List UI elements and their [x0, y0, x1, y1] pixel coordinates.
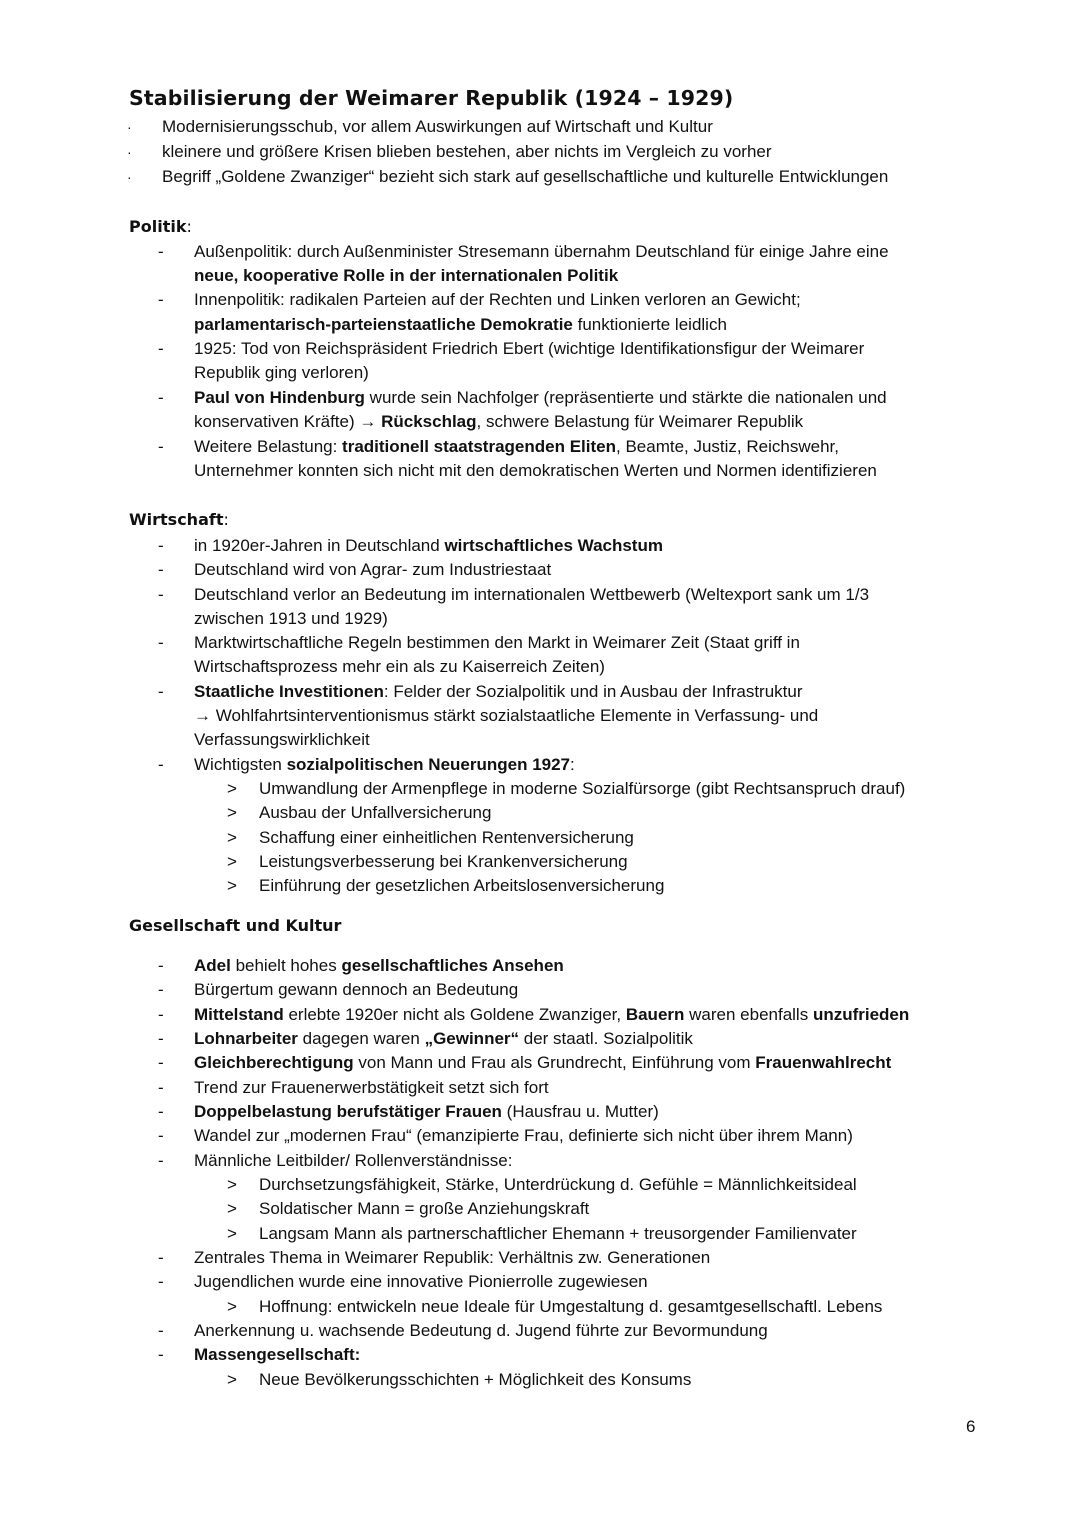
sub-list-item: Einführung der gesetzlichen Arbeitslosenversicherung [259, 876, 665, 895]
bullet-dash: - [158, 1248, 164, 1267]
bullet-gt: > [227, 1224, 237, 1243]
page-title: Stabilisierung der Weimarer Republik (1924 – 1929) [129, 86, 734, 110]
list-item: Wichtigsten sozialpolitischen Neuerungen 1927: [194, 755, 575, 774]
list-item: Anerkennung u. wachsende Bedeutung d. Jugend führte zur Bevormundung [194, 1321, 768, 1340]
list-item: in 1920er-Jahren in Deutschland wirtschaftliches Wachstum [194, 536, 663, 555]
list-item: Marktwirtschaftliche Regeln bestimmen den Markt in Weimarer Zeit (Staat griff in [194, 633, 800, 652]
list-item-continuation: Unternehmer konnten sich nicht mit den demokratischen Werten und Normen identifizieren [194, 461, 877, 480]
list-item: Deutschland verlor an Bedeutung im internationalen Wettbewerb (Weltexport sank um 1/3 [194, 585, 870, 604]
list-item: Lohnarbeiter dagegen waren „Gewinner“ der staatl. Sozialpolitik [194, 1029, 693, 1048]
bullet-dash: - [158, 536, 164, 555]
list-item: Männliche Leitbilder/ Rollenverständnisse: [194, 1151, 513, 1170]
bullet-dash: - [158, 1029, 164, 1048]
bullet-dot: · [127, 169, 132, 185]
list-item: Zentrales Thema in Weimarer Republik: Verhältnis zw. Generationen [194, 1248, 711, 1267]
sub-list-item: Neue Bevölkerungsschichten + Möglichkeit des Konsums [259, 1370, 692, 1389]
list-item-continuation: zwischen 1913 und 1929) [194, 609, 388, 628]
list-item: Adel behielt hohes gesellschaftliches Ansehen [194, 956, 564, 975]
bullet-dot: · [127, 144, 132, 160]
list-item-continuation: parlamentarisch-parteienstaatliche Demokratie funktionierte leidlich [194, 315, 727, 334]
sub-list-item: Leistungsverbesserung bei Krankenversicherung [259, 852, 628, 871]
list-item-continuation: neue, kooperative Rolle in der internationalen Politik [194, 266, 619, 285]
bullet-gt: > [227, 828, 237, 847]
list-item: Deutschland wird von Agrar- zum Industriestaat [194, 560, 552, 579]
list-item: 1925: Tod von Reichspräsident Friedrich Ebert (wichtige Identifikationsfigur der Weimarer [194, 339, 865, 358]
list-item: Doppelbelastung berufstätiger Frauen (Hausfrau u. Mutter) [194, 1102, 659, 1121]
list-item: Jugendlichen wurde eine innovative Pionierrolle zugewiesen [194, 1272, 648, 1291]
bullet-dash: - [158, 437, 164, 456]
bullet-gt: > [227, 779, 237, 798]
intro-item: kleinere und größere Krisen blieben bestehen, aber nichts im Vergleich zu vorher [162, 142, 772, 161]
bullet-dash: - [158, 1102, 164, 1121]
bullet-dash: - [158, 1321, 164, 1340]
sub-list-item: Durchsetzungsfähigkeit, Stärke, Unterdrückung d. Gefühle = Männlichkeitsideal [259, 1175, 857, 1194]
list-item-continuation: Verfassungswirklichkeit [194, 730, 370, 749]
bullet-dash: - [158, 585, 164, 604]
bullet-gt: > [227, 1175, 237, 1194]
bullet-dash: - [158, 1126, 164, 1145]
sub-list-item: Ausbau der Unfallversicherung [259, 803, 492, 822]
section-heading-wirtschaft: Wirtschaft: [129, 510, 229, 529]
page-number: 6 [966, 1417, 976, 1436]
bullet-dash: - [158, 1151, 164, 1170]
bullet-gt: > [227, 852, 237, 871]
list-item: Trend zur Frauenerwerbstätigkeit setzt sich fort [194, 1078, 549, 1097]
list-item: Innenpolitik: radikalen Parteien auf der Rechten und Linken verloren an Gewicht; [194, 290, 801, 309]
bullet-gt: > [227, 803, 237, 822]
bullet-gt: > [227, 1199, 237, 1218]
bullet-dash: - [158, 388, 164, 407]
list-item: Bürgertum gewann dennoch an Bedeutung [194, 980, 519, 999]
list-item: Paul von Hindenburg wurde sein Nachfolger (repräsentierte und stärkte die nationalen und [194, 388, 887, 407]
sub-list-item: Soldatischer Mann = große Anziehungskraft [259, 1199, 590, 1218]
intro-item: Begriff „Goldene Zwanziger“ bezieht sich stark auf gesellschaftliche und kulturelle Entwicklungen [162, 167, 889, 186]
sub-list-item: Schaffung einer einheitlichen Rentenversicherung [259, 828, 634, 847]
bullet-dash: - [158, 1272, 164, 1291]
bullet-dash: - [158, 1345, 164, 1364]
arrow-icon: → [194, 706, 211, 725]
bullet-dash: - [158, 1053, 164, 1072]
bullet-dot: · [127, 119, 132, 135]
list-item: Weitere Belastung: traditionell staatstragenden Eliten, Beamte, Justiz, Reichswehr, [194, 437, 839, 456]
list-item: Mittelstand erlebte 1920er nicht als Goldene Zwanziger, Bauern waren ebenfalls unzufrieden [194, 1005, 910, 1024]
bullet-dash: - [158, 1078, 164, 1097]
intro-item: Modernisierungsschub, vor allem Auswirkungen auf Wirtschaft und Kultur [162, 117, 713, 136]
list-item-continuation: Wirtschaftsprozess mehr ein als zu Kaiserreich Zeiten) [194, 657, 605, 676]
list-item: Außenpolitik: durch Außenminister Stresemann übernahm Deutschland für einige Jahre eine [194, 242, 889, 261]
arrow-icon: → [359, 412, 377, 431]
list-item-continuation: Republik ging verloren) [194, 363, 369, 382]
bullet-gt: > [227, 876, 237, 895]
bullet-dash: - [158, 633, 164, 652]
list-item: Wandel zur „modernen Frau“ (emanzipierte Frau, definierte sich nicht über ihrem Mann) [194, 1126, 853, 1145]
bullet-dash: - [158, 1005, 164, 1024]
section-heading-gesellschaft: Gesellschaft und Kultur [129, 916, 342, 935]
sub-list-item: Hoffnung: entwickeln neue Ideale für Umgestaltung d. gesamtgesellschaftl. Lebens [259, 1297, 883, 1316]
list-item: Staatliche Investitionen: Felder der Sozialpolitik und in Ausbau der Infrastruktur [194, 682, 803, 701]
bullet-dash: - [158, 682, 164, 701]
list-item: Massengesellschaft: [194, 1345, 361, 1364]
list-item-continuation: konservativen Kräfte) → Rückschlag, schwere Belastung für Weimarer Republik [194, 412, 804, 431]
bullet-dash: - [158, 560, 164, 579]
bullet-dash: - [158, 339, 164, 358]
bullet-dash: - [158, 290, 164, 309]
sub-list-item: Langsam Mann als partnerschaftlicher Ehemann + treusorgender Familienvater [259, 1224, 857, 1243]
sub-list-item: Umwandlung der Armenpflege in moderne Sozialfürsorge (gibt Rechtsanspruch drauf) [259, 779, 906, 798]
bullet-dash: - [158, 956, 164, 975]
bullet-dash: - [158, 755, 164, 774]
bullet-dash: - [158, 980, 164, 999]
bullet-dash: - [158, 242, 164, 261]
section-heading-politik: Politik: [129, 217, 192, 236]
bullet-gt: > [227, 1297, 237, 1316]
list-item: Gleichberechtigung von Mann und Frau als Grundrecht, Einführung vom Frauenwahlrecht [194, 1053, 892, 1072]
list-item-continuation: → Wohlfahrtsinterventionismus stärkt sozialstaatliche Elemente in Verfassung- und [194, 706, 819, 725]
bullet-gt: > [227, 1370, 237, 1389]
